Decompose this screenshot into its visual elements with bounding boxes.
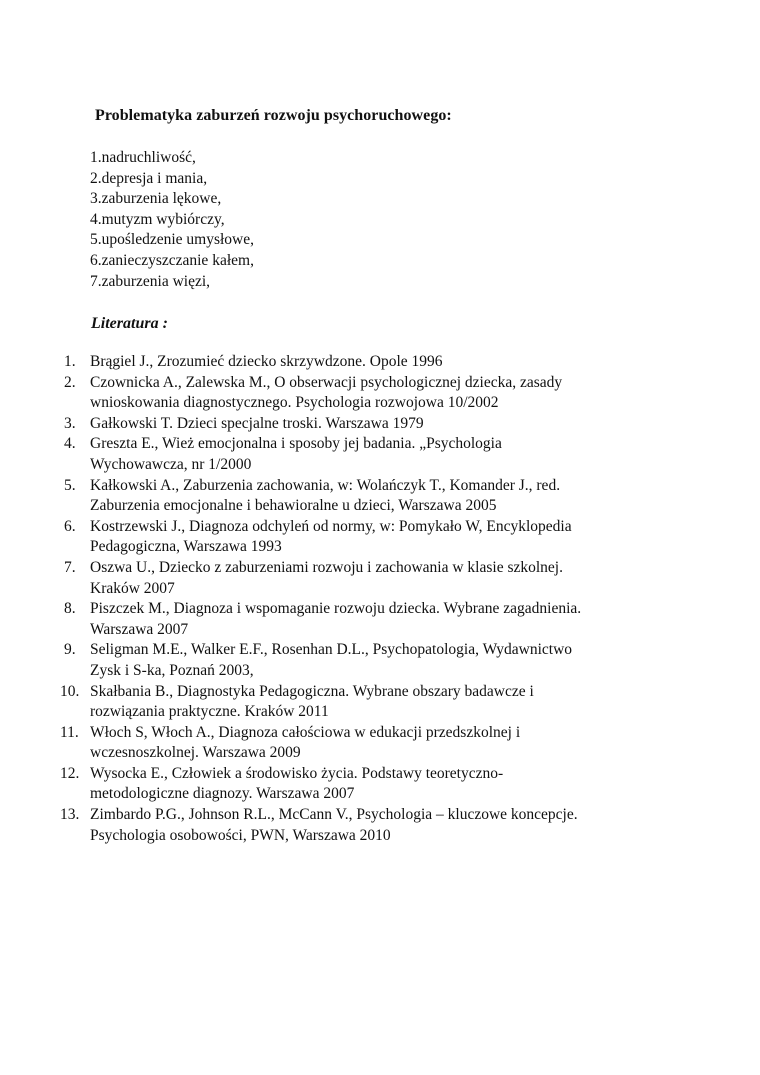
- topic-item: 3.zaburzenia lękowe,: [90, 190, 222, 208]
- reference-number: 9.: [64, 641, 76, 659]
- reference-text: Psychologia osobowości, PWN, Warszawa 2010: [90, 826, 391, 844]
- reference-item: [60, 517, 740, 558]
- reference-text: metodologiczne diagnozy. Warszawa 2007: [90, 785, 355, 803]
- topic-item: 5.upośledzenie umysłowe,: [90, 231, 255, 249]
- literature-heading: Literatura :: [91, 315, 168, 332]
- reference-text: Oszwa U., Dziecko z zaburzeniami rozwoju i zachowania w klasie szkolnej.: [90, 558, 563, 576]
- reference-item: [60, 414, 740, 435]
- reference-text: wczesnoszkolnej. Warszawa 2009: [90, 744, 301, 762]
- reference-text: Włoch S, Włoch A., Diagnoza całościowa w edukacji przedszkolnej i: [90, 723, 521, 741]
- topic-item: 4.mutyzm wybiórczy,: [90, 210, 225, 228]
- reference-item: [60, 723, 740, 764]
- reference-text: Greszta E., Wież emocjonalna i sposoby jej badania. „Psychologia: [90, 435, 502, 453]
- reference-text: Zimbardo P.G., Johnson R.L., McCann V., Psychologia – kluczowe koncepcje.: [90, 806, 578, 824]
- reference-text: Brągiel J., Zrozumieć dziecko skrzywdzone. Opole 1996: [90, 353, 443, 370]
- reference-item: [60, 558, 740, 599]
- reference-number: 4.: [64, 435, 76, 453]
- references-list: [60, 352, 740, 846]
- page-title: Problematyka zaburzeń rozwoju psychoruchowego:: [95, 107, 452, 124]
- reference-number: 3.: [64, 414, 76, 432]
- reference-item: [60, 476, 740, 517]
- reference-number: 7.: [64, 558, 76, 576]
- topic-item: 2.depresja i mania,: [90, 169, 208, 187]
- reference-text: Kałkowski A., Zaburzenia zachowania, w: Wolańczyk T., Komander J., red.: [90, 476, 561, 494]
- reference-item: [60, 434, 740, 475]
- reference-item: [60, 352, 740, 373]
- reference-text: Warszawa 2007: [90, 620, 189, 638]
- reference-number: 8.: [64, 600, 76, 618]
- reference-number: 12.: [60, 764, 80, 782]
- reference-text: Wysocka E., Człowiek a środowisko życia. Podstawy teoretyczno-: [90, 764, 504, 782]
- reference-text: Kraków 2007: [90, 579, 175, 597]
- reference-text: wnioskowania diagnostycznego. Psychologia rozwojowa 10/2002: [90, 394, 499, 412]
- reference-text: Wychowawcza, nr 1/2000: [90, 455, 252, 473]
- reference-text: Seligman M.E., Walker E.F., Rosenhan D.L., Psychopatologia, Wydawnictwo: [90, 641, 573, 659]
- reference-item: [60, 805, 740, 846]
- reference-text: Zaburzenia emocjonalne i behawioralne u dzieci, Warszawa 2005: [90, 497, 497, 515]
- reference-item: [60, 373, 740, 414]
- topic-item: 1.nadruchliwość,: [90, 149, 196, 166]
- reference-item: [60, 764, 740, 805]
- topic-item: 6.zanieczyszczanie kałem,: [90, 251, 254, 269]
- reference-number: 11.: [60, 723, 79, 741]
- reference-item: [60, 599, 740, 640]
- reference-item: [60, 640, 740, 681]
- topic-item: 7.zaburzenia więzi,: [90, 272, 211, 290]
- reference-text: Skałbania B., Diagnostyka Pedagogiczna. Wybrane obszary badawcze i: [90, 682, 534, 700]
- reference-number: 5.: [64, 476, 76, 494]
- reference-number: 2.: [64, 373, 76, 391]
- reference-text: Zysk i S-ka, Poznań 2003,: [90, 661, 254, 679]
- reference-text: Czownicka A., Zalewska M., O obserwacji psychologicznej dziecka, zasady: [90, 373, 563, 391]
- topics-list: [90, 148, 254, 292]
- reference-text: Piszczek M., Diagnoza i wspomaganie rozwoju dziecka. Wybrane zagadnienia.: [90, 600, 582, 618]
- reference-text: Gałkowski T. Dzieci specjalne troski. Warszawa 1979: [90, 414, 424, 432]
- reference-number: 10.: [60, 682, 80, 700]
- reference-number: 1.: [64, 353, 76, 370]
- reference-text: Pedagogiczna, Warszawa 1993: [90, 538, 282, 556]
- reference-text: Kostrzewski J., Diagnoza odchyleń od normy, w: Pomykało W, Encyklopedia: [90, 517, 572, 535]
- reference-text: rozwiązania praktyczne. Kraków 2011: [90, 703, 329, 721]
- reference-item: [60, 682, 740, 723]
- reference-number: 6.: [64, 517, 76, 535]
- reference-number: 13.: [60, 806, 80, 824]
